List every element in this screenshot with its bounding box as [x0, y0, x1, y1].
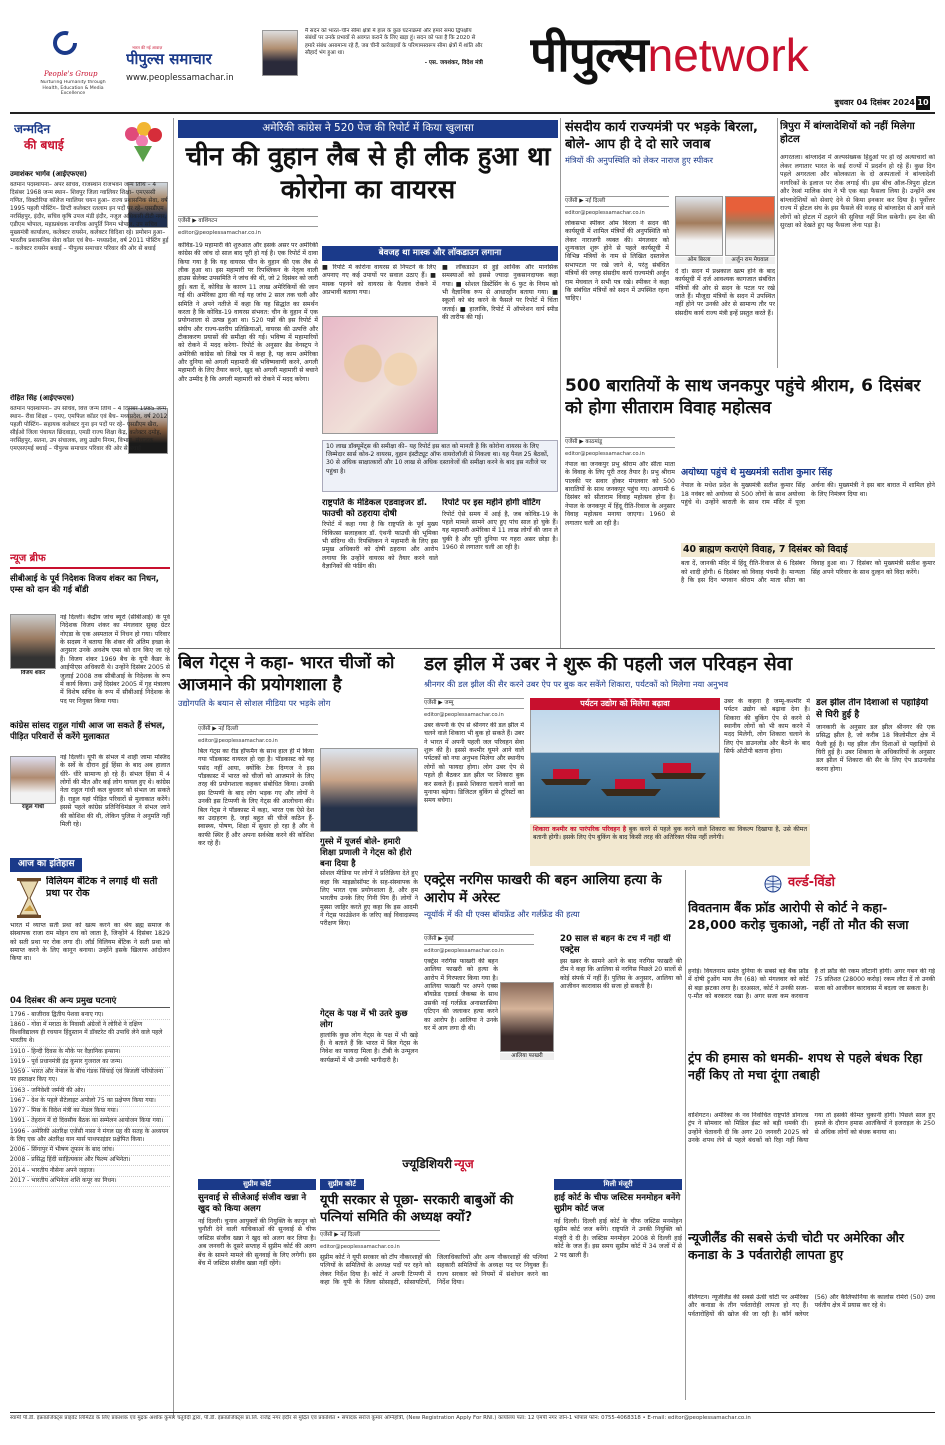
parliament-text2: दे दो। सदन में प्रश्नकाल खत्म होने के बाद कार्यसूची में दर्ज आवश्यक कागजात संबंधित मंत्रियों की ओर से सदन के पटल पर रखे जाते हैं। मौजूदा मंत्रियों के सदन में उपस्थित नहीं होने पर उनकी ओर से सामान्य तौर पर संसदीय कार्य राज्य मंत्री इन्हें प्रस्तुत करते हैं।	[675, 268, 775, 317]
history-event: 1963 - जनिवेशी जर्मनी की ओर।	[10, 1086, 170, 1096]
history-event: 2014 - भारतीय नौसेना अपने जहाज।	[10, 1166, 170, 1176]
tripura-headline: त्रिपुरा में बांग्लादेशियों को नहीं मिलेगा होटल	[780, 121, 915, 145]
masked-children-photo	[322, 316, 438, 434]
history-event: 1991 - तेहरान में दो दिवसीय बैठक का सम्मेलन आयोजन किया गया।	[10, 1117, 170, 1127]
center-rule	[560, 118, 561, 648]
china-email[interactable]: editor@peoplessamachar.co.in	[178, 230, 261, 237]
world-label-wrap	[688, 872, 935, 898]
history-event: 2008 - प्रसिद्ध हिंदी साहित्यकार और फिल्म अभिनेता।	[10, 1156, 170, 1166]
gates-byline-block	[198, 724, 318, 745]
nargis-text: एक्ट्रेस नरगिस फाखरी की बहन आलिया फाखरी को हत्या के आरोप में गिरफ्तार किया गया है। आलिया फाखरी पर अपने एक्स बॉयफ्रेंड एडवर्ड जैकब्स के साथ उसकी नई गर्लफ्रेंड अनास्तासिया एटिएन की जलाकर हत्या करने का आरोप है। आलिया ने उनके घर में आग लगा दी थी।	[424, 958, 498, 1032]
china-col1: कोविड-19 महामारी की शुरुआत और इसके असर पर अमेरिकी कांग्रेस की जांच दो साल बाद पूरी हो गई है। एक रिपोर्ट में दावा किया गया है कि यह वायरस चीन के वुहान की एक लैब से लीक हुआ था। इस महामारी पर रिपब्लिकन के नेतृत्व वाली हाउस सेलेक्ट उपसमिति ने जांच की थी, जो 2 दिसंबर को जारी हुई। बता दें, कोविड के कारण 11 लाख अमेरिकियों की जान गई थी। अमेरिका द्वारा की गई यह जांच 2 साल तक चली और समिति ने अपने नतीजे में कहा कि यह सिद्धांत का समर्थन करता है कि कोविड-19 वायरस संभवत: चीन के वुहान में एक प्रयोगशाला से उत्पन्न हुआ था। 520 पन्नों की इस रिपोर्ट में संघीय और राज्य-स्तरीय प्रतिक्रियाओं, वायरस की उत्पत्ति और टीकाकरण प्रयासों की समीक्षा की गई। भविष्य में महामारियों को रोकने में मदद करेगा- रिपोर्ट के अनुसार ब्रैड वेनस्ट्रप ने अमेरिकी कांग्रेस को लिखे पत्र में कहा है, यह काम अमेरिका और दुनिया को अगली महामारी की भविष्यवाणी करने, अगली महामारी के लिए तैयार करने, खुद को अगली महामारी से बचाने और उम्मीद है कि अगली महामारी को रोकने में मदद करेगा।	[178, 242, 318, 383]
person1-text: वर्तमान पदस्थापना– अपर सचिव, राजस्थान राजभवन जन्म तिथि – 4 दिसंबर 1968 जन्म स्थान– शिवपुर जिला ग्वालियर शिक्षा– एमएससी गणित, विक्टोरिया कॉलेज ग्वालियर चयन हुआ– राज्य प्रशासनिक सेवा, वर्ष 1995 पहली पोस्टिंग– डिप्टी कलेक्टर रतलाम इन पदों पर रहे– एसडीएम नरसिंहपुर, इंदौर, सचिव कृषि उपज मंडी इंदौर, नजूल अधिकारी टीटी नगर, एडीएम भोपाल, महाप्रबंधक नागरिक आपूर्ति निगम भोपाल, उप सचिव मुख्यमंत्री कार्यालय, कलेक्टर रायसेन, कलेक्टर विदिशा रहे। प्रमोशन हुआ– भारतीय प्रशासनिक सेवा कॉडर एवं बैच– मध्यप्रदेश, वर्ष 2011 पोस्टिंग हुई – कलेक्टर रायसेन बधाई – पीपुल्स समाचार परिवार की ओर से बधाई	[10, 182, 169, 252]
nargis-sub: न्यूयॉर्क में की थी एक्स बॉयफ्रेंड और गर्लफ्रेंड की हत्या	[424, 909, 580, 920]
janakpur-byline: एजेंसी ▶ काठमांडू	[565, 437, 675, 448]
janakpur-email[interactable]: editor@peoplessamachar.co.in	[565, 451, 645, 458]
china-sub2-text: रिपोर्ट ऐसे समय में आई है, जब कोविड-19 के पहले मामले सामने आए हुए पांच साल हो चुके हैं। यह महामारी अमेरिका में 11 लाख लोगों की जान ले चुकी है और पूरी दुनिया पर गहरा असर छोड़ा है। 1960 से लगातार चली आ रही है।	[442, 510, 558, 552]
world-story3-head: न्यूजीलैंड की सबसे ऊंची चोटी पर अमेरिका और कनाडा के 3 पर्वतारोही लापता हुए	[688, 1230, 904, 1262]
gates-story	[178, 652, 418, 1152]
world-story2-head: ट्रंप की हमास को धमकी- शपथ से पहले बंधक रिहा नहीं किए तो मचा दूंगा तबाही	[688, 1050, 923, 1082]
world-label: वर्ल्ड-विंडो	[788, 875, 835, 890]
paper-small-label: भारत की नई आवाज़	[132, 45, 163, 50]
gates-quote-text: सोशल मीडिया पर लोगों ने प्रतिक्रिया देते हुए कहा कि माइक्रोसॉफ्ट के सह-संस्थापक के लिए भारत एक प्रयोगशाला है, और हम भारतीय उनके लिए गिनी पिग हैं। लोगों ने मुस्सा जाहिर करते हुए कहा कि इस आदमी ने गेट्स फाउंडेशन के जरिए कई विवादास्पद परीक्षण किए।	[320, 870, 418, 928]
world-section-2	[688, 1230, 935, 1400]
history-headline: विलियम बेंटिक ने लगाई थी सती प्रथा पर रोक	[46, 876, 158, 900]
janakpur-sub	[681, 467, 935, 537]
om-birla-caption: ओम बिरला	[675, 257, 723, 264]
tripura-rule	[777, 118, 778, 368]
dal-byline-block	[424, 698, 524, 719]
dal-info	[533, 826, 807, 843]
dal-email[interactable]: editor@peoplessamachar.co.in	[424, 712, 504, 719]
dal-photo-area	[530, 698, 810, 820]
dal-side-text: उबर के कहना है जम्मू-कश्मीर में पर्यटन उद्योग को बढ़ावा देना है। शिकारा की बुकिंग ऐप से करने से स्थानीय लोगों को भी काम करने में मदद मिलेगी, लोग शिकारा चलाने के लिए ऐप डाउनलोड और बैठने के बाद सिर्फ ओटीपी बताना होगा।	[724, 698, 810, 756]
judiciary-story3-text: नई दिल्ली। दिल्ली हाई कोर्ट के चीफ जस्टिस मनमोहन सुप्रीम कोर्ट जज बनेंगे। राष्ट्रपति ने उनकी नियुक्ति को मंजूरी दे दी है। जस्टिस मनमोहन 2008 से दिल्ली हाई कोर्ट के जज हैं। इस समय सुप्रीम कोर्ट में 34 जजों में से 2 पद खाली हैं।	[554, 1218, 682, 1259]
parliament-story	[565, 120, 775, 370]
judiciary-section	[178, 1155, 683, 1405]
vijay-shankar-caption: विजय शंकर	[20, 670, 46, 676]
janakpur-headline: 500 बारातियों के साथ जनकपुर पहुंचे श्रीराम, 6 दिसंबर को होगा सीताराम विवाह महोत्सव	[565, 376, 921, 419]
birthday-section	[10, 118, 170, 548]
world-rule	[685, 870, 686, 1400]
news-brief-label: न्यूज ब्रीफ	[10, 552, 170, 569]
nargis-byline: एजेंसी ▶ मुंबई	[424, 934, 534, 945]
history-label: आज का इतिहास	[10, 858, 82, 872]
shikara-boats-icon	[531, 699, 721, 819]
aliya-caption: आलिया फाखरी	[500, 1053, 554, 1060]
world-story3-text: वेलिंगटन। न्यूजीलैंड की सबसे ऊंची चोटी पर अमेरिका और कनाडा के तीन पर्वतारोही लापता हो गए हैं। पर्वतारोहियों की खोज की जा रही है। कॉर्न क्लेयर (56) और कैलिफोर्निया के कार्लोस रोमेरो (50) उच्च पर्वतीय क्षेत्र में प्रयास कर रहे थे।	[688, 1294, 935, 1318]
china-byline: एजेंसी ▶ वाशिंगटन	[178, 216, 318, 227]
person2-text: वर्तमान पदस्थापना– उप सचिव, वित्त जन्म तिथि – 4 दिसंबर 1985 जन्म स्थान– रीवा शिक्षा – एमए, एमफिल कॉडर एवं बैच– मध्यप्रदेश, वर्ष 2012 पहली पोस्टिंग– सहायक कलेक्टर गुना इन पदों पर रहे– एसडीएम खैरा, सीईओ जिला पंचायत छिंदवाड़ा, एमडी राज्य शिक्षा केंद्र, कलेक्टर दमोह, नरसिंहपुर, सतना, उप संचालक, लघु उद्योग निगम, विभाग, संचालक एमएसएमई बधाई – पीपुल्स समाचार परिवार की ओर से बधाई	[10, 406, 168, 452]
judiciary-story2-head: यूपी सरकार से पूछा- सरकारी बाबुओं की पत्नियां समिति की अध्यक्ष क्यों?	[320, 1193, 514, 1225]
nargis-side-head: 20 साल से बहन के टच में नहीं थीं एक्ट्रेस	[560, 934, 671, 955]
judiciary-story3-head: हाई कोर्ट के चीफ जस्टिस मनमोहन बनेंगे सुप्रीम कोर्ट जज	[554, 1193, 681, 1215]
judiciary-label	[338, 1157, 538, 1175]
gates-sub: उद्योगपति के बयान से सोशल मीडिया पर भड़के लोग	[178, 698, 331, 709]
judiciary-story2-byline: एजेंसी ▶ नई दिल्ली	[320, 1230, 440, 1241]
china-byline-block	[178, 216, 318, 237]
history-event: 1959 - भारत और नेपाल के बीच गंडक सिंचाई एवं बिजली परियोजना पर हस्ताक्षर किए गए।	[10, 1068, 170, 1087]
nargis-side	[560, 934, 682, 1154]
history-events	[10, 1010, 170, 1410]
masthead	[0, 0, 945, 118]
hourglass-icon	[16, 878, 42, 918]
china-headline: चीन की वुहान लैब से ही लीक हुआ था कोरोना का वायरस	[185, 141, 551, 205]
judiciary-tag1: सुप्रीम कोर्ट	[198, 1179, 316, 1190]
dal-photo-tag: पर्यटन उद्योग को मिलेगा बढ़ावा	[530, 698, 720, 710]
vijay-shankar-photo	[10, 614, 56, 669]
quote-author: - एस. जयशंकर, विदेश मंत्री	[424, 59, 483, 66]
gates-sub2	[320, 1008, 418, 1150]
tripura-story	[780, 120, 935, 370]
history-event: 2006 - सिंगापुर में भीषण तूफान के बाद जांच।	[10, 1146, 170, 1156]
gates-headline: बिल गेट्स ने कहा- भारत चीजों को आजमाने की प्रयोगशाला है	[178, 653, 395, 696]
gates-sub2-head: गेट्स के पक्ष में भी उतरे कुछ लोग	[320, 1008, 408, 1029]
gates-text: बिल गेट्स का रीड हॉफमैन के साथ हाल ही में किया गया पॉडकास्ट वायरल हो रहा है। पॉडकास्ट को यह पसंद नहीं आया, क्योंकि टेक दिग्गज ने इस पॉडकास्ट में भारत को चीजों को आजमाने के लिए तरह की प्रयोगशाला कहकर संबोधित किया। उनकी इस टिप्पणी के बाद लोग भड़क गए और लोगों ने उनकी इस टिप्पणी के लिए गेट्स की आलोचना की। बिल गेट्स ने पॉडकास्ट में कहा, भारत एक ऐसे देश का उदाहरण है, जहां बहुत सी चीजें कठिन हैं- स्वास्थ्य, पोषण, शिक्षा में सुधार हो रहा है और वे काफी स्थिर हैं और अपना सर्वश्रेष्ठ करने की कोशिश कर रहे हैं।	[198, 748, 314, 847]
footer-rule	[10, 1412, 935, 1413]
judiciary-tag3: मिली मंजूरी	[554, 1179, 682, 1190]
world-story1-head: विवतनाम बैंक फ्रॉड आरोपी से कोर्ट ने कहा- 28,000 करोड़ चुकाओ, नहीं तो मौत की सजा	[688, 900, 909, 932]
history-event: 1860 - गोवा में मराठा के निवासी अंग्रेजों ने लोरिशे ने दक्षिण विश्वविद्यालय ही रचयान हिंदुस्तान में डॉक्टरेट की उपाधि लेने वाले पहले भारतीय थे।	[10, 1020, 170, 1047]
nargis-byline-block	[424, 934, 534, 955]
china-box-left: ■ रिपोर्ट में कोरोना वायरस से निपटने के लिए अपनाए गए कई उपायों पर सवाल उठाए हैं। ■ मास्क पहनने को वायरस के फैलाव रोकने में अप्रभावी बताया गया।	[322, 264, 436, 297]
brief2-text: नई दिल्ली। यूपी के संभल में शाही जामा मस्जिद के सर्वे के दौरान हुई हिंसा के बाद अब हालात धीरे- धीरे सामान्य हो रहे हैं। संभल हिंसा में 4 लोगों की मौत और कई लोग घायल हुए थे। कांग्रेस नेता राहुल गांधी कल बुधवार को संभल जा सकते हैं। राहुल यहां पीड़ित परिवारों से मुलाकात करेंगे। इससे पहले कांग्रेस प्रतिनिधिमंडल ने संभल जाने की कोशिश की थी, लेकिन पुलिस ने अनुमति नहीं मिली रहे।	[60, 754, 170, 828]
dal-story	[424, 652, 935, 867]
gates-sub2-text: हालांकि कुछ लोग गेट्स के पक्ष में भी खड़े हैं। वे बताते हैं कि भारत में बिल गेट्स के निवेश का फायदा मिला है। टीबी के उन्मूलन कार्यक्रमों में भी उनकी भागीदारी है।	[320, 1031, 418, 1064]
shikara-photo	[530, 698, 720, 818]
brief2-headline: कांग्रेस सांसद राहुल गांधी आज जा सकते हैं संभल, पीड़ित परिवारों से करेंगे मुलाकात	[10, 720, 166, 741]
gates-email[interactable]: editor@peoplessamachar.co.in	[198, 738, 278, 745]
parliament-headline: संसदीय कार्य राज्यमंत्री पर भड़के बिरला, बोले- आप ही दे दो सारे जवाब	[565, 120, 758, 152]
china-sub2-head: रिपोर्ट पर इस महीने होगी वोटिंग	[442, 498, 541, 508]
quote-text: मैं सदन को भारत–चीन सीमा क्षेत्रों में हाल के कुछ घटनाक्रमों और हमारे समग्र द्विपक्षीय संबंधों पर उनके प्रभावों से अवगत कराने के लिए खड़ा हूं। सदन को पता है कि 2020 से हमारे संबंध असामान्य रहे हैं, जब चीनी कार्रवाइयों के परिणामस्वरूप सीमा क्षेत्रों में शांति और सौहार्द भंग हुआ था।	[305, 28, 483, 57]
china-box-title: बेवजह था मास्क और लॉकडाउन लगाना	[322, 246, 558, 261]
judiciary-label1: ज्यूडिशियरी	[402, 1157, 452, 1171]
masthead-rule	[10, 112, 935, 114]
dal-right-text: जानकारी के अनुसार डल झील श्रीनगर की एक प्रसिद्ध झील है, जो करीब 18 किलोमीटर क्षेत्र में फैली हुई है। यह झील तीन दिशाओं से पहाड़ियों से घिरी हुई है। उबर शिकारा के अधिकारियों के अनुसार डल झील में शिकारा की सैर के लिए ऐप डाउनलोड करना होगा।	[816, 724, 935, 773]
history-sub: 04 दिसंबर की अन्य प्रमुख घटनाएं	[10, 995, 170, 1008]
janakpur-sub2-head: 40 ब्राह्मण कराएंगे विवाह, 7 दिसंबर को विदाई	[681, 543, 935, 557]
person1-name: उमाशंकर भार्गव (आईएफएस)	[10, 170, 88, 178]
dal-right-head: डल झील तीन दिशाओं से पहाड़ियों से घिरी हुई है	[816, 698, 929, 720]
china-sub1	[322, 498, 438, 644]
history-event: 1996 - अमेरिकी अंतरिक्ष एजेंसी नासा ने मंगल ग्रह की सतह के अध्ययन के लिए एक और अंतरिक्ष यान मार्स पाथफाइंडर प्रक्षेपित किया।	[10, 1127, 170, 1146]
website[interactable]: www.peoplessamachar.in	[126, 73, 234, 83]
gates-quote	[320, 836, 418, 1006]
history-events-list	[10, 1010, 170, 1187]
janakpur-sub2-text: बता दें, जानकी मंदिर में हिंदू रीति-रिवाज से 6 दिसंबर को शादी होगी। 6 दिसंबर को विवाह पंचमी है। मान्यता है कि इस दिन भगवान श्रीराम और माता सीता का विवाह हुआ था। 7 दिसंबर को मुख्यमंत्री सतीश कुमार सिंह अपने परिवार के साथ दुल्हन को विदा करेंगे।	[681, 560, 935, 584]
parliament-sub: मंत्रियों की अनुपस्थिति को लेकर नाराज हुए स्पीकर	[565, 155, 713, 166]
rahul-gandhi-photo	[10, 756, 56, 804]
mid-rule	[178, 648, 935, 649]
dal-headline: डल झील में उबर ने शुरू की पहली जल परिवहन सेवा	[424, 653, 793, 675]
world-story2-text: वाशिंगटन। अमेरिका के नव निर्वाचित राष्ट्रपति डोनाल्ड ट्रंप ने सोमवार को मिडिल ईस्ट को बड़ी धमकी दी। उन्होंने चेतावनी दी कि अगर 20 जनवरी 2025 को उनके शपथ लेने से पहले बंधकों को रिहा नहीं किया गया तो इसकी कीमत चुकानी होगी। पिछले साल हुए हमले के दौरान हमास आतंकियों ने इजराइल के 250 से अधिक लोगों को बंधक बनाया था।	[688, 1112, 935, 1145]
judiciary-story1-head: सुनवाई से सीजेआई संजीव खन्ना ने खुद को किया अलग	[198, 1193, 307, 1215]
parliament-byline: एजेंसी ▶ नई दिल्ली	[565, 196, 669, 207]
janakpur-sub-text: नेपाल के मधेश प्रदेश के मुख्यमंत्री सतीश कुमार सिंह 18 नवंबर को अयोध्या से 500 लोगों के साथ अयोध्या पहुंचे थे। उन्होंने बाराती के साथ राम मंदिर में पूजा अर्चना की। मुख्यमंत्री ने इस बार बारात में शामिल होने के लिए निमंत्रण दिया था।	[681, 482, 935, 506]
janakpur-text: नेपाल का जनकपुर प्रभु श्रीराम और सीता माता के विवाह के लिए पूरी तरह तैयार है। प्रभु श्रीराम पालकी पर सवार होकर मंगलवार को 500 बारातियों के साथ जनकपुर पहुंच गए। आगामी 6 दिसंबर को सीताराम विवाह महोत्सव होना है। नेपाल के जनकपुर में हिंदू रीति-रिवाज के अनुसार विवाह महोत्सव मनाया जाएगा। 1960 से लगातार चली आ रही है।	[565, 461, 675, 527]
judiciary-story3	[554, 1179, 682, 1404]
tripura-text: अगरतला। बांग्लादेश में अल्पसंख्यक हिंदुओं पर हो रहे अत्याचारों को लेकर लगातार भारत के कई राज्यों में प्रदर्शन हो रहे हैं। कुछ दिन पहले अगरतला और कोलकाता के दो अस्पतालों ने बांग्लादेशी नागरिकों के इलाज पर रोक लगाई थी। इस बीच ऑल-त्रिपुरा होटल और रेस्त्रां मालिक संघ ने भी एक बड़ा फैसला लिया है। उन्होंने अब बांग्लादेशियों को सेवाएं देने से किया इनकार कर दिया है। पूर्वोत्तर राज्य में होटल संघ के इस फैसले की वजह से बांग्लादेश से आने वाले लोगों को होटल में ठहरने की सुविधा नहीं मिल सकेगी। हम देश की सुरक्षा को देखते हुए यह फैसला लेना पड़ा है।	[780, 154, 935, 229]
dal-info-box	[530, 824, 810, 866]
judiciary-story2-email[interactable]: editor@peoplessamachar.co.in	[320, 1244, 400, 1251]
world-story1-text: हनोई। वियतनाम समेत दुनिया के सबसे बड़े बैंक फ्रॉड में दोषी ट्रुओंग माय लैन (68) को मंगलवार को कोर्ट से बड़ा झटका लगा है। दरअसल, कोर्ट ने उनकी सजा-ए-मौत को बरकरार रखा है। अगर सजा कम करवाना है तो फ्रॉड की रकम लौटानी होगी। अगर गबन की गई 75 प्रतिशत (28000 करोड़) रकम लौटा दें तो उनकी सजा को आजीवन कारावास में बदला जा सकता है।	[688, 968, 935, 1001]
history-event: 1910 - हिन्दी दिवस के मौके पर वैज्ञानिक इन्सान।	[10, 1047, 170, 1057]
section-title-hindi: पीपुल्स	[530, 27, 648, 83]
peoples-group-logo	[52, 30, 78, 58]
world-section	[688, 872, 935, 1162]
dal-info-head: शिकारा कश्मीर का पारंपरिक परिवहन है	[533, 826, 627, 833]
brief1-headline: सीबीआई के पूर्व निदेशक विजय शंकर का निधन, एम्स को दान की गई बॉडी	[10, 573, 159, 594]
nargis-story	[424, 872, 682, 1155]
bill-gates-photo	[320, 748, 418, 832]
meghwal-caption: अर्जुन राम मेघवाल	[725, 257, 775, 264]
jaishankar-photo	[262, 30, 298, 76]
globe-icon	[764, 875, 782, 893]
china-kicker: अमेरिकी कांग्रेस ने 520 पेज की रिपोर्ट में किया खुलासा	[178, 120, 558, 138]
janakpur-byline-block	[565, 437, 675, 458]
history-event: 1796 - बाजीराव द्वितीय पेशवा बनाए गए।	[10, 1010, 170, 1020]
china-box-right: ■ लॉकडाउन से हुई आर्थिक और मानसिक समस्याओं को इससे ज्यादा नुकसानदायक कहा गया। ■ सोशल डिस्टेंसिंग के 6 फुट के नियम को भी वैज्ञानिक रूप से आधारहीन बताया गया। ■ स्कूलों को बंद करने के फैसले पर रिपोर्ट में चिंता जताई। ■ हालांकि, रिपोर्ट में ऑपरेशन वार्प स्पीड की तारीफ की गई।	[442, 264, 558, 322]
judiciary-story2-text: सुप्रीम कोर्ट ने यूपी सरकार को टॉप नौकरशाहों की पत्नियों के समितियों के अध्यक्ष पदों पर रहने को लेकर निर्देश दिया है। कोर्ट ने अपनी टिप्पणी में कहा कि यूपी के जिला सोसाइटी, सोसायटियों, जिलाधिकारियों और अन्य नौकरशाहों की पत्नियां सहकारी समितियों के अध्यक्ष पद पर नियुक्त हैं। राज्य सरकार को नियमों में संशोधन करने का निर्देश दिया।	[320, 1253, 548, 1286]
brief1-text: नई दिल्ली। केंद्रीय जांच ब्यूरो (सीबीआई) के पूर्व निदेशक विजय शंकर का मंगलवार सुबह ग्रेटर नोएडा के एक अस्पताल में निधन हो गया। परिवार के सदस्य ने बताया कि शंकर की अंतिम इच्छा के अनुसार उनके अवशेष एम्स को दान किए जा रहे हैं। विजय शंकर 1969 बैच के यूपी कैडर के आईपीएस अधिकारी थे। उन्होंने दिसंबर 2005 से जुलाई 2008 तक सीबीआई के निदेशक के रूप में कार्य किया। उन्हें दिसंबर 2005 में गृह मंत्रालय में विशेष सचिव के रूप में सीबीआई निदेशक के पद पर नियुक्त किया गया।	[60, 614, 170, 705]
paper-name: पीपुल्स समाचार	[126, 50, 212, 68]
page-number: 10	[916, 96, 930, 110]
history-event: 2017 - भारतीय अभिनेता शशि कपूर का निधन।	[10, 1177, 170, 1187]
china-review-box: 10 लाख डॉक्यूमेंट्स की समीक्षा की– यह रिपोर्ट इस बात को मानती है कि कोरोना वायरस के लिए जिम्मेदार सार्स कोव-2 वायरस, वुहान इंस्टीट्यूट ऑफ वायरोलॉजी से निकला था। यह पैनल 25 बैठकों, 30 से अधिक साक्षात्कारों और 10 लाख से अधिक दस्तावेजों की समीक्षा करने के बाद इस नतीजे पर पहुंचा है।	[322, 440, 558, 492]
section-title-english: network	[647, 29, 809, 81]
person2-name: रोहित सिंह (आईएफएस)	[10, 394, 75, 402]
history-intro: भारत में व्याप्त सती प्रथा को खत्म करने का श्रेय ब्रह्म समाज के संस्थापक राजा राम मोहन राय को जाता है, जिन्होंने 4 दिसंबर 1829 को सती प्रथा पर रोक लगा दी। लॉर्ड विलियम बेंटिक ने सती प्रथा को समाप्त करने के लिए कानून बनाया। उन्होंने इसके खिलाफ आंदोलन किया था।	[10, 922, 170, 963]
group-name: People's Group	[44, 70, 98, 78]
history-event: 1919 - पूर्व प्रधानमंत्री इंद्र कुमार गुजराल का जन्म।	[10, 1057, 170, 1067]
birthday-title-line1: जन्मदिन	[14, 122, 51, 136]
china-sub1-head: राष्ट्रपति के मेडिकल एडवाइजर डॉ. फाउची को ठहराया दोषी	[322, 498, 428, 519]
china-sub2	[442, 498, 558, 644]
rahul-gandhi-caption: राहुल गांधी	[22, 804, 44, 810]
section-title	[530, 24, 930, 96]
judiciary-story2	[320, 1179, 548, 1404]
flower-bouquet-icon	[120, 120, 166, 164]
dal-info-text: बुक करने से पहले बुक करने वाले शिकारा का विकल्प दिखाया है, उसे कीमत बतानी होगी। इसके लिए ऐप बुकिंग के बाद किसी तरह की अतिरिक्त फीस नहीं लगेगी।	[533, 826, 807, 842]
china-facts-box	[322, 246, 558, 436]
date: बुधवार 04 दिसंबर 2024	[834, 98, 915, 107]
history-section	[10, 858, 170, 1418]
parliament-byline-block	[565, 196, 669, 217]
birthday-title	[14, 122, 84, 153]
group-tagline: Nurturing Humanity through Health, Education & Media Excellence	[40, 80, 106, 97]
china-sub1-text: रिपोर्ट में कहा गया है कि राष्ट्रपति के पूर्व मुख्य चिकित्सा सलाहकार डॉ. एंथनी फाउची की भूमिका भी संदिग्ध थी। रिपब्लिकन ने महामारी के लिए इस प्रमुख अधिकारी को दोषी ठहराया और आरोप लगाया कि उन्होंने वायरस को तैयार करने वाले वैज्ञानिकों की फंडिंग की।	[322, 521, 438, 571]
dal-sub: श्रीनगर की डल झील की सैर करने उबर ऐप पर बुक कर सकेंगे शिकारा, पर्यटकों को मिलेगा नया अनुभव	[424, 678, 728, 689]
history-event: 1967 - देश के पहले सैटेलाइट अपोलो 75 का प्रक्षेपण किया गया।	[10, 1096, 170, 1106]
judiciary-story1-text: नई दिल्ली। चुनाव आयुक्तों की नियुक्ति के कानून को चुनौती देने वाली याचिकाओं की सुनवाई से चीफ जस्टिस संजीव खन्ना ने खुद को अलग कर लिया है। अब जनवरी के दूसरे सप्ताह में सुप्रीम कोर्ट की अलग बेंच के सामने मामले की सुनवाई के लिए लगेगी। इस बेंच में जस्टिस संजीव खन्ना नहीं रहेंगे।	[198, 1218, 316, 1267]
dal-right	[816, 698, 935, 866]
quote-box	[305, 28, 483, 103]
janakpur-story	[565, 375, 935, 647]
history-event: 1977 - मिस्र के विदेश मंत्री का मेडल किया गया।	[10, 1107, 170, 1117]
parliament-email[interactable]: editor@peoplessamachar.co.in	[565, 210, 645, 217]
aliya-photo	[500, 982, 554, 1052]
judiciary-story1	[198, 1179, 316, 1404]
janakpur-sub-head: अयोध्या पहुंचे थे मुख्यमंत्री सतीश कुमार सिंह	[681, 467, 833, 478]
nargis-email[interactable]: editor@peoplessamachar.co.in	[424, 948, 504, 955]
china-story	[178, 120, 558, 645]
ring-logo-icon	[52, 30, 78, 58]
judiciary-tag2: सुप्रीम कोर्ट	[320, 1179, 364, 1190]
news-brief-section	[10, 552, 170, 852]
nargis-headline: एक्ट्रेस नरगिस फाखरी की बहन आलिया हत्या के आरोप में अरेस्ट	[424, 872, 662, 906]
left-column-rule	[173, 118, 174, 1418]
judiciary-label2: न्यूज	[454, 1157, 474, 1171]
birthday-title-line2: की बधाई	[24, 137, 64, 152]
footer-imprint: स्वामी पी.डी. इंफ्राप्रोजेक्ट्स प्राइवेट लिमिटेड के लिए प्रकाशक एवं मुद्रक अशोक कुमार चतुर्वेदी द्वारा, पी.डी. इंफ्राप्रोजेक्ट्स प्रा.लि. राजेंद्र नगर इंदौर से मुद्रित एवं प्रकाशित • संपादक सरोज कुमार अग्निहोत्री, (New Registration Apply For RNI.) कार्यालय पता: 12 एमपी नगर जोन-1 भोपाल फोन: 0755-4068318 • E-mail: editor@peoplessamachar.co.in	[10, 1415, 751, 1421]
parliament-text1: लोकसभा स्पीकर ओम बिरला ने सदन की कार्यसूची में शामिल मंत्रियों की अनुपस्थिति को लेकर नाराजगी व्यक्त की। मंगलवार को शून्यकाल शुरू होने से पहले कार्यसूची में विभिन्न मंत्रियों के नाम से लिखित दस्तावेज सभापटल पर रखे जाने थे, परंतु संबंधित मंत्रियों की जगह संसदीय कार्य राज्यमंत्री अर्जुन राम मेघवाल ने सभी पत्र रखे। स्पीकर ने कहा कि संबंधित मंत्रियों को सदन में उपस्थित रहना चाहिए।	[565, 220, 669, 303]
nargis-side-text: इस खबर के सामने आने के बाद नरगिस फाखरी की टीम ने कहा कि आलिया से नरगिस पिछले 20 सालों से कोई संपर्क में नहीं हैं। पुलिस के अनुसार, आलिया को आजीवन कारावास की सजा हो सकती है।	[560, 958, 682, 991]
gates-quote-head: गुस्से में यूजर्स बोले- हमारी शिक्षा प्रणाली ने गेट्स को हीरो बना दिया है	[320, 836, 412, 868]
meghwal-photo	[725, 196, 775, 256]
janakpur-sub2	[681, 543, 935, 643]
dal-byline: एजेंसी ▶ जम्मू	[424, 698, 524, 709]
gates-byline: एजेंसी ▶ नई दिल्ली	[198, 724, 318, 735]
om-birla-photo	[675, 196, 723, 256]
dal-text: उबर कंपनी के ऐप से श्रीनगर की डल झील में चलने वाले शिकारा भी बुक हो सकते हैं। उबर ने भारत में अपनी पहली जल परिवहन सेवा शुरू की है। इससे कश्मीर घूमने आने वाले पर्यटकों को नया अनुभव मिलेगा और स्थानीय लोगों को फायदा होगा। लोग उबर ऐप से पहले ही बैठकर डल झील पर शिकारा बुक कर सकते हैं। इससे शिकारा चलाने वालों का मुनाफा बढ़ेगा। डिजिटल बुकिंग से टूरिस्टों का समय बचेगा।	[424, 722, 524, 805]
